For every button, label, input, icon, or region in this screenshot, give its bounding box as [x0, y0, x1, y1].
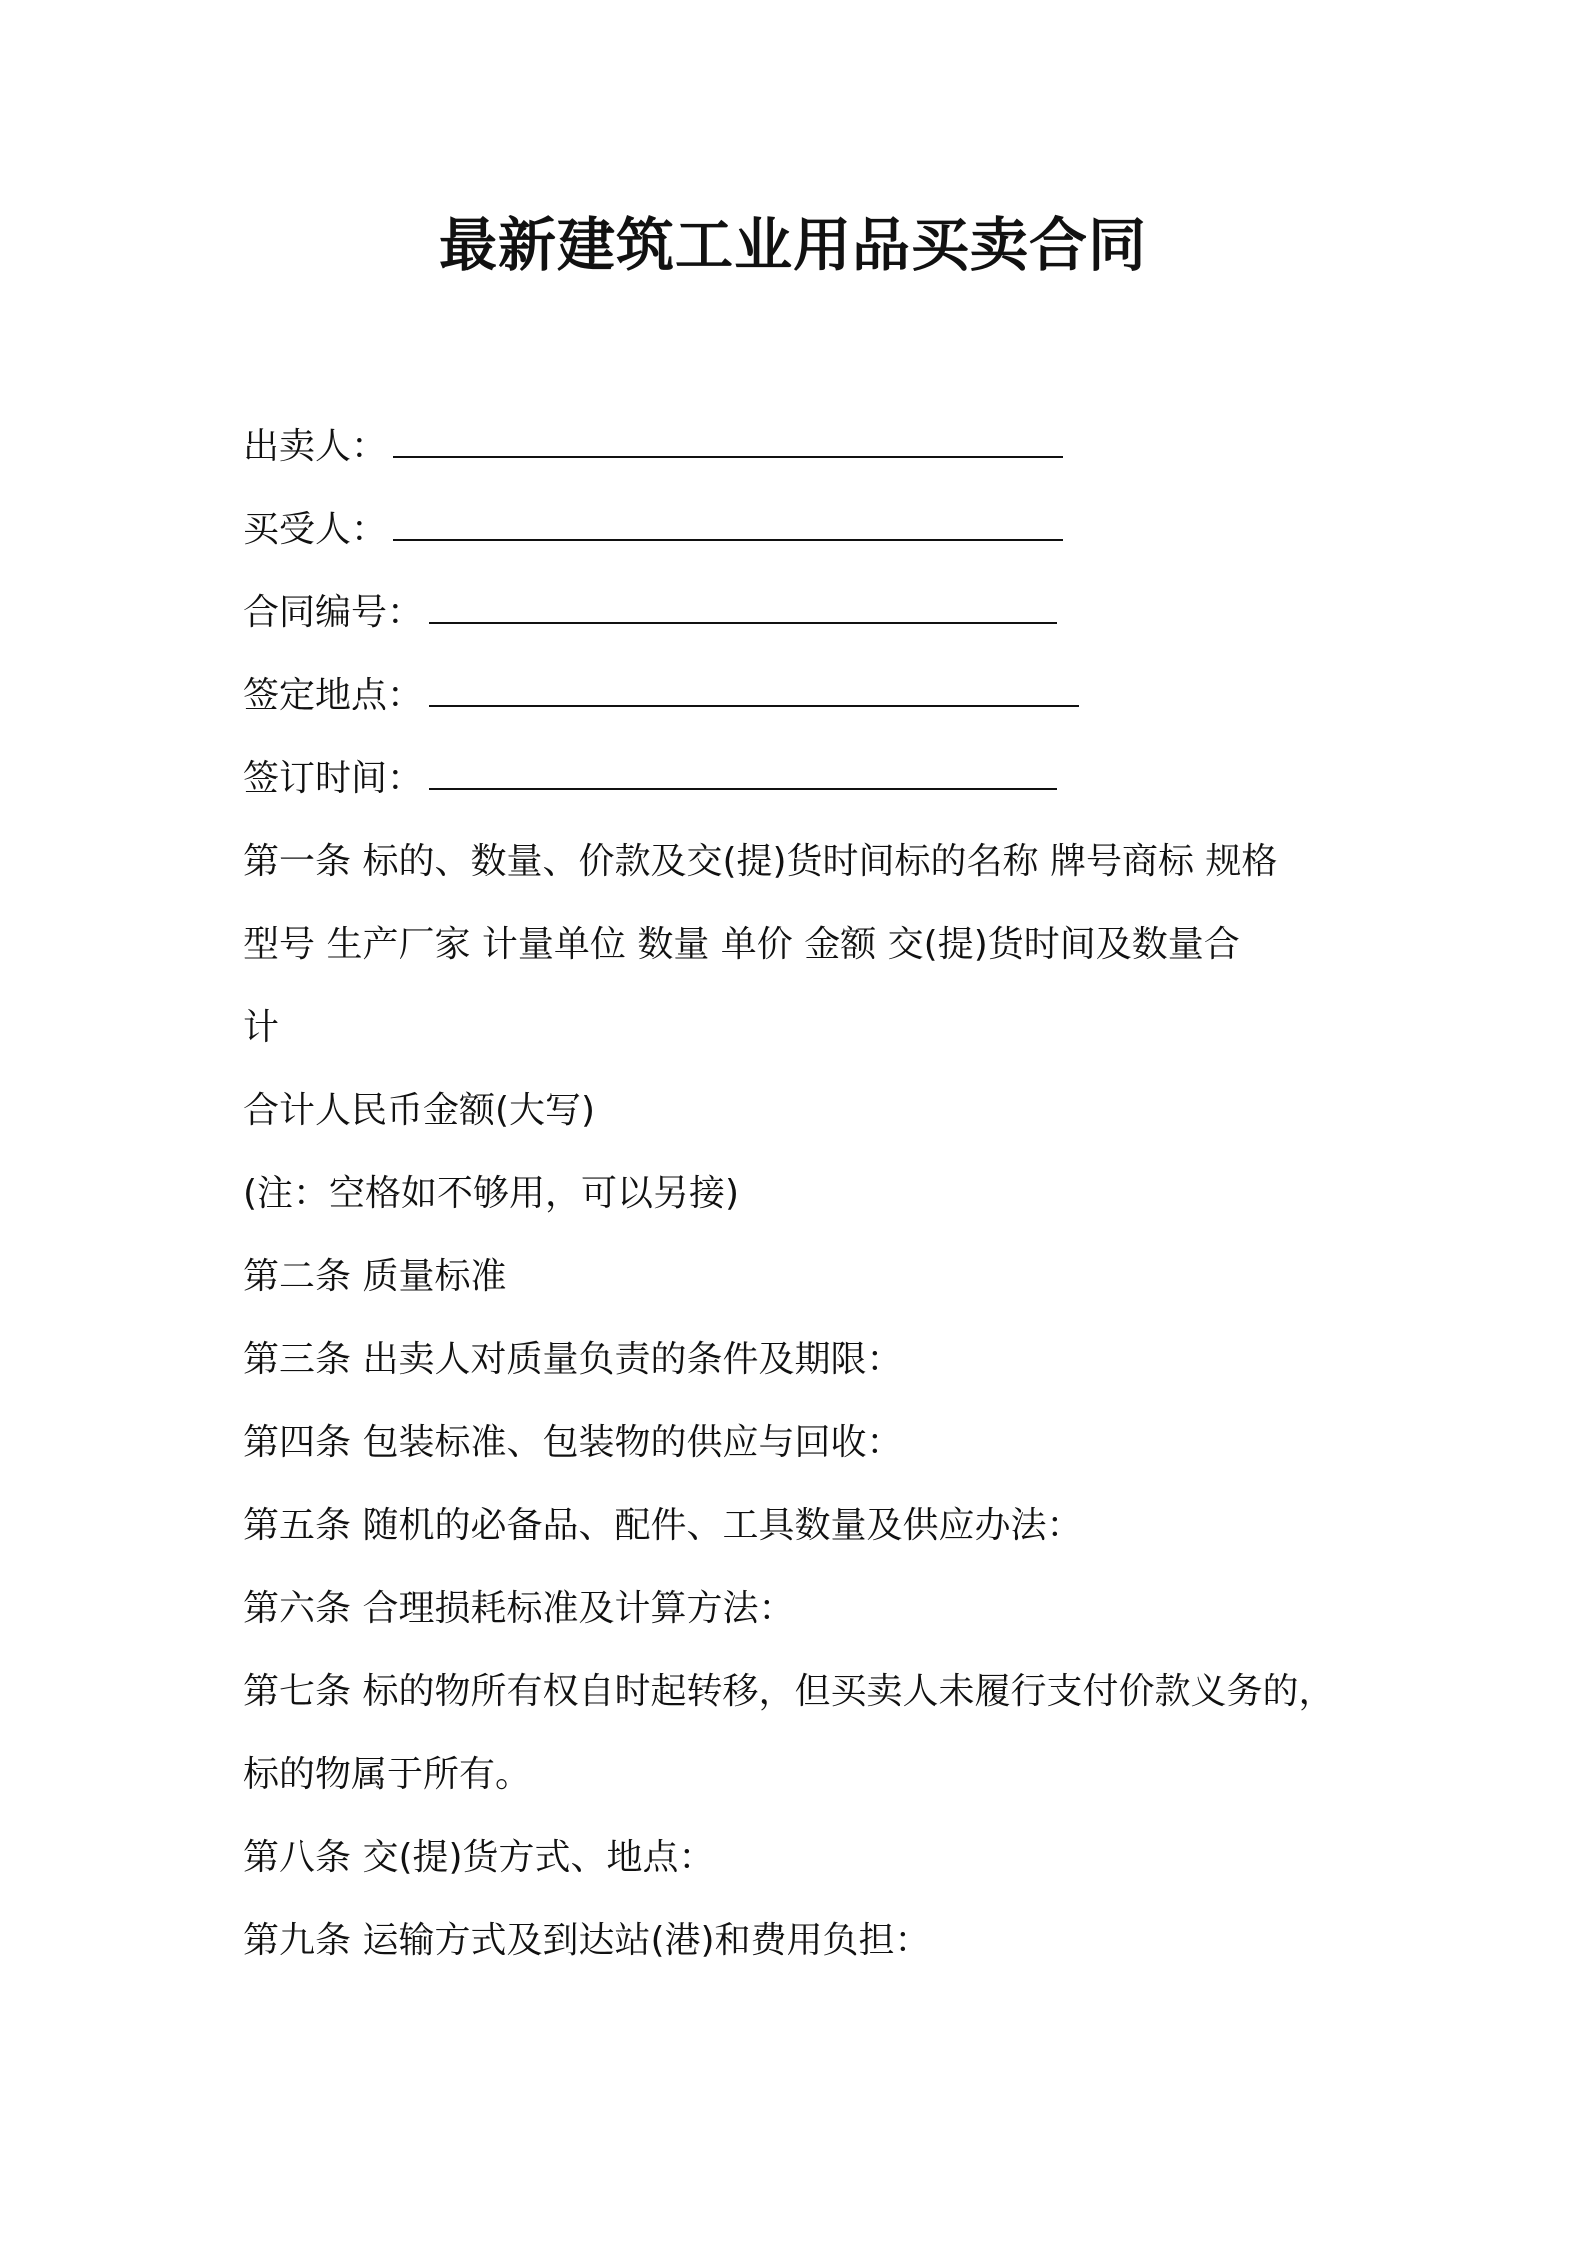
field-blank-signing-time[interactable]	[429, 758, 1057, 790]
article-8: 第八条 交(提)货方式、地点：	[243, 1837, 715, 1878]
total-amount-line: 合计人民币金额(大写)	[243, 1090, 596, 1131]
field-blank-seller[interactable]	[393, 426, 1063, 458]
document-body	[243, 405, 1393, 1982]
article-7-line-1: 第七条 标的物所有权自时起转移，但买卖人未履行支付价款义务的，	[243, 1671, 1335, 1712]
field-signing-time	[243, 737, 1393, 820]
note-line: (注：空格如不够用，可以另接)	[243, 1173, 740, 1214]
field-seller	[243, 405, 1393, 488]
article-1-line-1: 第一条 标的、数量、价款及交(提)货时间标的名称 牌号商标 规格	[243, 841, 1278, 882]
article-7-line-2: 标的物属于所有。	[243, 1754, 532, 1795]
field-blank-signing-place[interactable]	[429, 675, 1079, 707]
field-label-seller: 出卖人：	[243, 426, 388, 467]
field-blank-buyer[interactable]	[393, 509, 1063, 541]
article-4: 第四条 包装标准、包装物的供应与回收：	[243, 1422, 903, 1463]
field-blank-contract-number[interactable]	[429, 592, 1057, 624]
article-1-line-2: 型号 生产厂家 计量单位 数量 单价 金额 交(提)货时间及数量合	[243, 924, 1240, 965]
article-6: 第六条 合理损耗标准及计算方法：	[243, 1588, 795, 1629]
document-title: 最新建筑工业用品买卖合同	[438, 211, 1147, 279]
field-label-contract-number: 合同编号：	[243, 592, 424, 633]
field-signing-place	[243, 654, 1393, 737]
field-label-buyer: 买受人：	[243, 509, 388, 550]
article-5: 第五条 随机的必备品、配件、工具数量及供应办法：	[243, 1505, 1083, 1546]
field-buyer	[243, 488, 1393, 571]
field-label-signing-place: 签定地点：	[243, 675, 424, 716]
field-contract-number	[243, 571, 1393, 654]
article-3: 第三条 出卖人对质量负责的条件及期限：	[243, 1339, 903, 1380]
field-label-signing-time: 签订时间：	[243, 758, 424, 799]
article-1-line-3: 计	[243, 1007, 280, 1048]
article-2: 第二条 质量标准	[243, 1256, 507, 1297]
article-9: 第九条 运输方式及到达站(港)和费用负担：	[243, 1920, 931, 1961]
